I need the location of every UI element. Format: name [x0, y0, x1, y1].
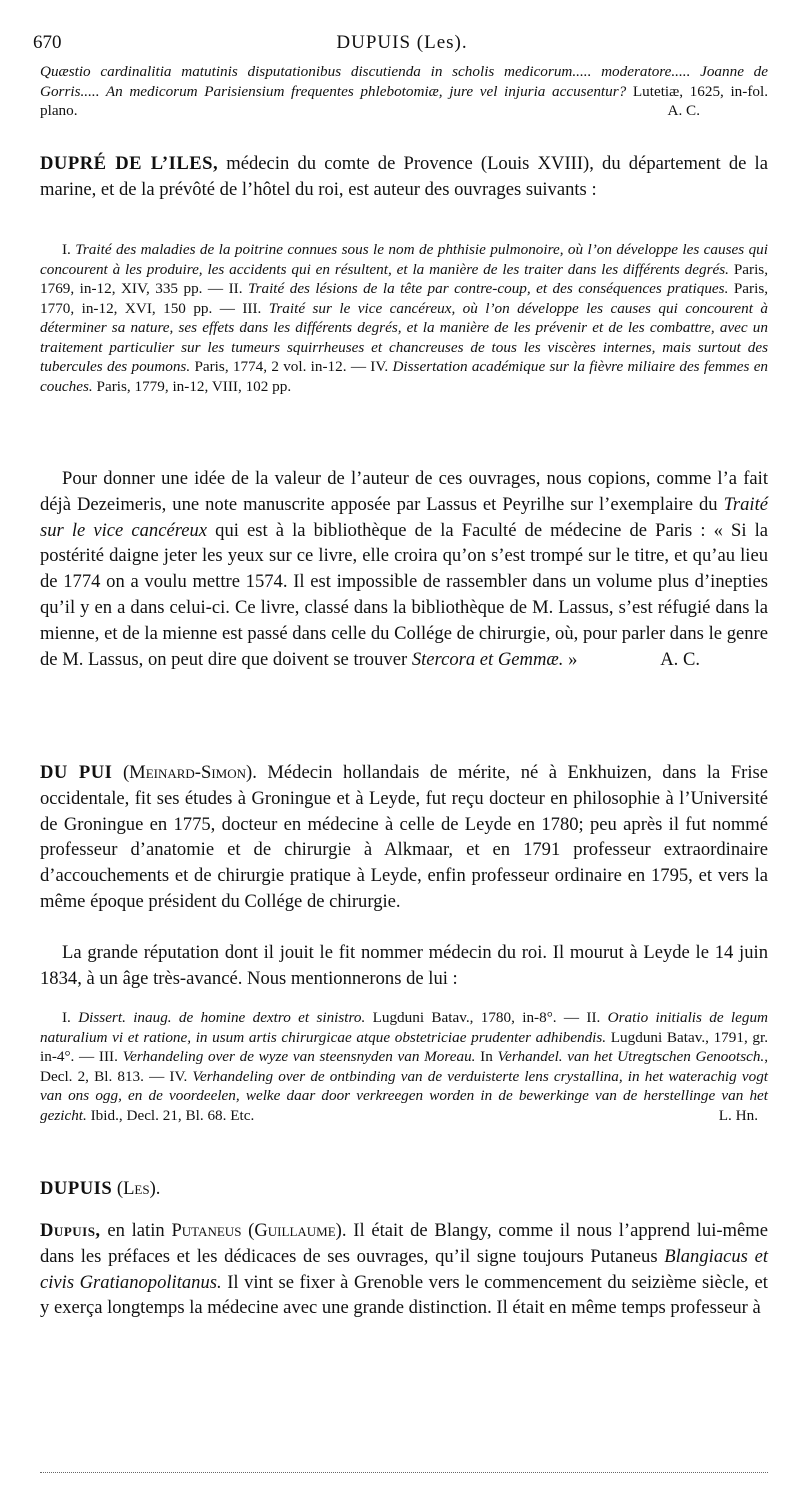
work-number: III. [242, 299, 262, 317]
guillaume-text: Il vint se fixer à Grenoble vers le commencement du seizième siècle, et y exerça longtemps la médecine avec une grande distinction. Il était en même temps professeur à [40, 1271, 768, 1319]
dupre-commentary [40, 466, 768, 672]
work-publication: Ibid., Decl. 21, Bl. 68. Etc. [90, 1106, 255, 1124]
questio-entry [40, 62, 768, 121]
dupuis-heading-rest: (Les). [116, 1178, 161, 1199]
commentary-text: qui est à la bibliothèque de la Faculté de médecine de Paris : « Si la postérité daigne jeter les yeux sur ce livre, elle croira qu’on s’est trompé sur le titre, et qu’au lieu de 1774 on a voulu mettre 1574. Il est impossible de rassembler dans un volume plus d’inepties qu’il y en a dans celui-ci. Ce livre, classé dans la bibliothèque de M. Lassus, s’est réfugié dans la mienne, et de la mienne est passé dans celle du Collége de chirurgie, où, pour parler dans le genre de M. Lassus, on peut dire que doivent se trouver [40, 519, 769, 670]
dupre-works [40, 240, 768, 396]
work-number: I. [62, 241, 71, 258]
guillaume-latin-title: Blangiacus et civis Gratianopolitanus. [40, 1245, 768, 1293]
commentary-end: » [568, 648, 578, 670]
work-title: Traité des maladies de la poitrine connues sous le nom de phthisie pulmonoire, où l’on développe les causes qui concourent à les produire, les accidents qui en résultent, et la manière de les traiter dans les différents degrés. [40, 241, 768, 278]
commentary-signature: A. C. [660, 648, 700, 670]
work-publication: Lugduni Batav., 1780, in-8°. — [372, 1009, 580, 1026]
commentary-quote: Stercora et Gemmæ. [411, 648, 564, 670]
questio-title: Quæstio cardinalitia matutinis disputationibus discutienda in scholis medicorum..... moderatore..... Joanne de Gorris..... An medicorum Parisiensium frequentes phlebotomiæ, jure vel injuria accusentur? [40, 63, 768, 100]
work-number: IV. [370, 358, 389, 375]
work-title: Traité sur le vice cancéreux, où l’on développe les causes qui concourent à déterminer sa nature, ses effets dans les différents degrés, et la manière de les prévenir et de les combattre, avec un traitement particulier sur les tumeurs squirrheuses et chancreuses de tous les viscères internes, mais surtout des tubercules des poumons. [40, 299, 769, 375]
work-number: II. [586, 1009, 601, 1026]
work-publication: Paris, 1779, in-12, VIII, 102 pp. [96, 377, 292, 395]
questio-publication: Lutetiæ, 1625, in-fol. plano. [40, 82, 768, 119]
work-number: I. [62, 1009, 71, 1026]
work-number: III. [98, 1048, 118, 1065]
dupui-entry [40, 760, 768, 915]
commentary-text: Pour donner une idée de la valeur de l’auteur de ces ouvrages, nous copions, comme l’a fait déjà Dezeimeris, une note manuscrite apposée par Lassus et Peyrilhe sur l’exemplaire du [40, 468, 768, 515]
work-publication: Paris, 1769, in-12, XIV, 335 pp. — [40, 260, 768, 297]
work-title: Oratio initialis de legum naturalium vi et ratione, in usum artis chirurgicae atque obstetriciae prudenter adhibendis. [40, 1009, 769, 1046]
dupre-intro: médecin du comte de Provence (Louis XVIII), du département de la marine, et de la prévôté de l’hôtel du roi, est auteur des ouvrages suivants : [40, 153, 768, 200]
dupui-biography-2: La grande réputation dont il jouit le fit nommer médecin du roi. Il mourut à Leyde le 14 juin 1834, à un âge très-avancé. Nous mentionnerons de lui : [40, 942, 768, 989]
questio-signature: A. C. [667, 102, 700, 119]
work-title: Verhandeling over de wyze van steensnyden van Moreau. [122, 1048, 476, 1065]
guillaume-latin-name: Putaneus [171, 1220, 242, 1241]
work-publication: Lugduni Batav., 1791, gr. in-4°. — [40, 1028, 769, 1065]
work-number: IV. [169, 1067, 188, 1085]
work-number: II. [228, 280, 243, 297]
dupui-works [40, 1008, 768, 1125]
entry-heading-dupuis: DUPUIS [40, 1178, 113, 1199]
dupui-biography-continued [40, 940, 768, 992]
dupui-biography: Médecin hollandais de mérite, né à Enkhuizen, dans la Frise occidentale, fit ses études à Groningue et à Leyde, fut reçu docteur en philosophie à l’Université de Groningue en 1775, docteur en médecine à celle de Leyde en 1780; peu après il fut nommé professeur d’anatomie et de chirurgie à Alkmaar, et en 1791 professeur extraordinaire d’accouchements et de chirurgie pratique à Leyde, enfin professeur ordinaire en 1795, et vers la même époque président du Collége de chirurgie. [40, 762, 769, 912]
page-header [33, 32, 771, 58]
work-title: Verhandeling over de ontbinding van de verduisterte lens crystallina, in het waterachig vogt van ons ogg, en de voordeelen, welke daar door verkreegen worden in de bewerkinge van de herstellinge van het gezicht. [40, 1067, 769, 1124]
dupui-given-names: (Meinard-Simon). [122, 762, 257, 783]
bottom-rule [40, 1472, 768, 1473]
guillaume-entry [40, 1218, 768, 1321]
guillaume-given-name: (Guillaume). [248, 1220, 347, 1241]
dupuis-heading-block [40, 1176, 768, 1202]
entry-heading-dupui: DU PUI [40, 762, 113, 783]
work-title: Dissertation académique sur la fièvre miliaire des femmes en couches. [40, 358, 769, 395]
guillaume-text: Il était de Blangy, comme il nous l’apprend lui-même dans les préfaces et les dédicaces de ses ouvrages, qu’il signe toujours Putaneus [40, 1220, 768, 1267]
work-publication: , Decl. 2, Bl. 813. — [40, 1048, 769, 1085]
running-head: DUPUIS (Les). [336, 32, 468, 53]
entry-heading-dupre: DUPRÉ DE L’ILES, [40, 153, 219, 174]
dupre-entry [40, 151, 768, 203]
work-publication: Paris, 1770, in-12, XVI, 150 pp. — [40, 280, 769, 317]
work-publication: In [480, 1048, 493, 1065]
work-publication: Paris, 1774, 2 vol. in-12. — [194, 358, 367, 375]
commentary-title: Traité sur le vice cancéreux [40, 493, 768, 541]
guillaume-text: en latin [107, 1220, 165, 1241]
work-title: Dissert. inaug. de homine dextro et sinistro. [78, 1009, 366, 1026]
page-number: 670 [33, 32, 62, 53]
dupui-signature: L. Hn. [718, 1106, 758, 1124]
entry-heading-guillaume: Dupuis, [40, 1220, 101, 1241]
work-publication-title: Verhandel. van het Utregtschen Genootsch. [497, 1048, 765, 1065]
work-title: Traité des lésions de la tête par contre-coup, et des conséquences pratiques. [247, 280, 729, 297]
